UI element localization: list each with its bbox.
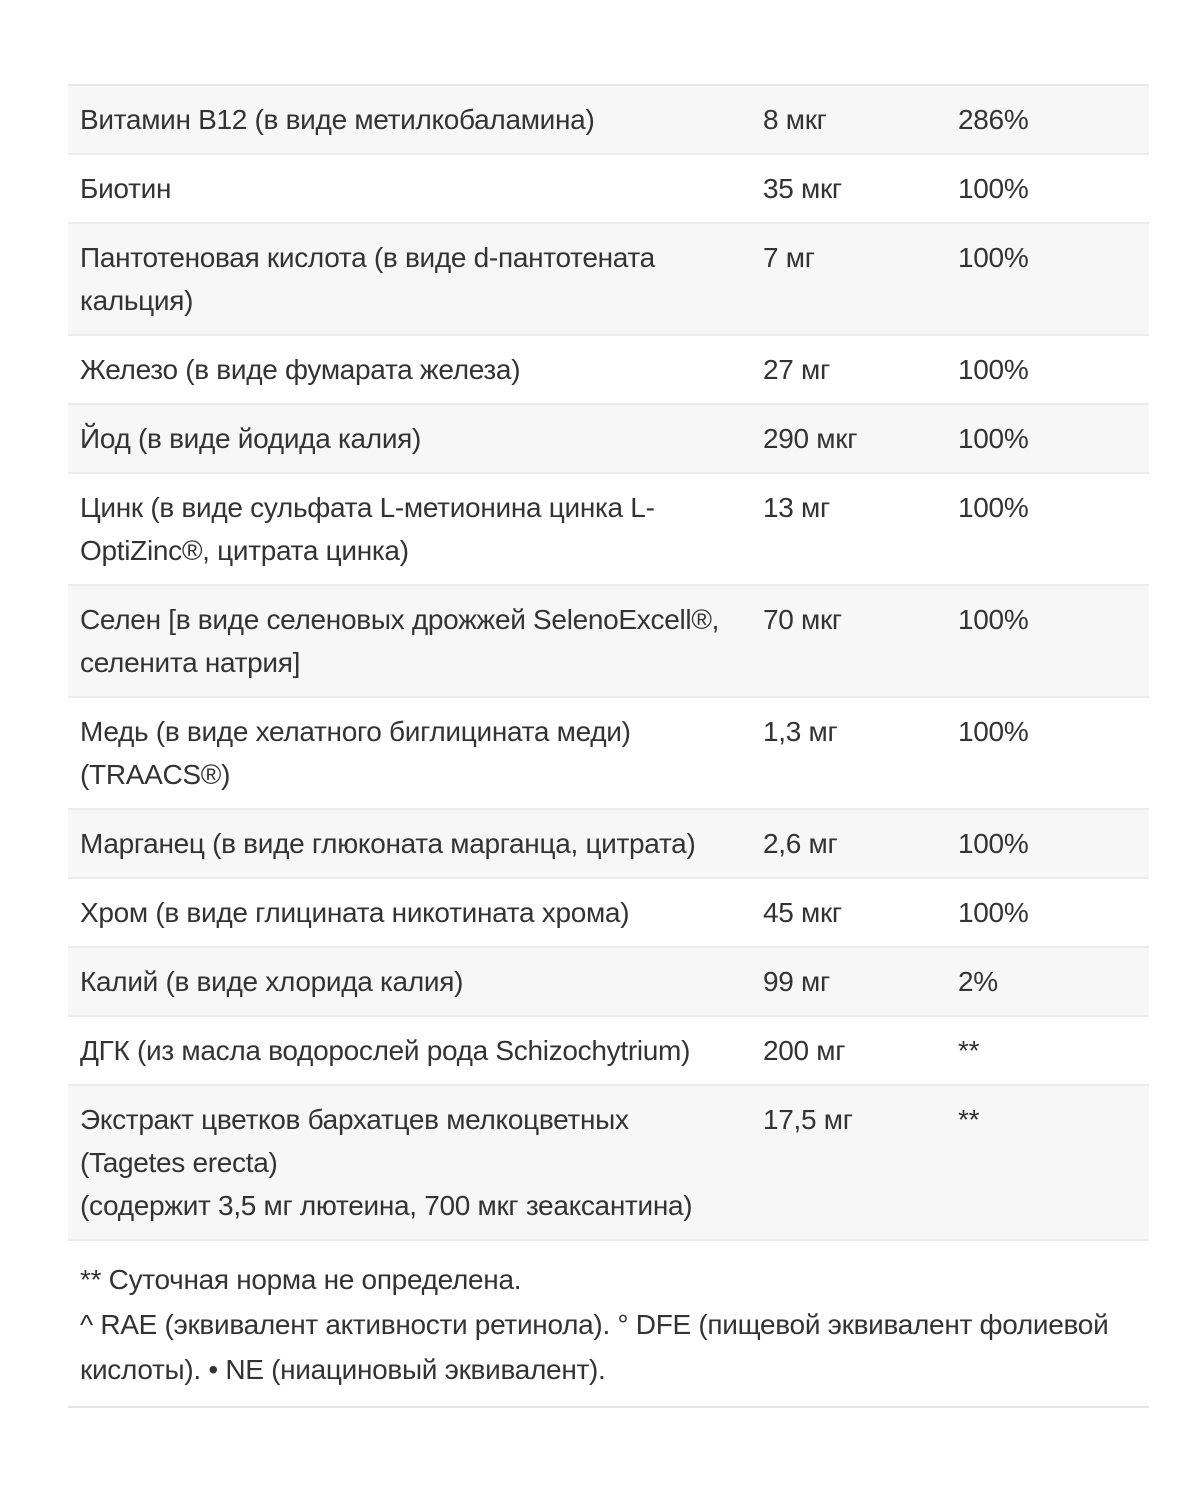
- table-row: [68, 154, 1149, 223]
- nutrient-amount: 8 мкг: [751, 85, 944, 154]
- daily-value: 100%: [944, 585, 1149, 697]
- table-row: [68, 404, 1149, 473]
- nutrient-name: Цинк (в виде сульфата L-метионина цинка L-OptiZinc®, цитрата цинка): [68, 473, 751, 585]
- table-row: [68, 1085, 1149, 1239]
- table-row: [68, 809, 1149, 878]
- nutrient-amount: 2,6 мг: [751, 809, 944, 878]
- nutrient-amount: 70 мкг: [751, 585, 944, 697]
- nutrient-name: Железо (в виде фумарата железа): [68, 335, 751, 404]
- nutrient-amount: 27 мг: [751, 335, 944, 404]
- daily-value: **: [944, 1016, 1149, 1085]
- table-row: [68, 473, 1149, 585]
- table-row: [68, 223, 1149, 335]
- nutrient-name: Селен [в виде селеновых дрожжей SelenoExcell®, селенита натрия]: [68, 585, 751, 697]
- nutrient-name: Медь (в виде хелатного биглицината меди) (TRAACS®): [68, 697, 751, 809]
- nutrient-amount: 200 мг: [751, 1016, 944, 1085]
- nutrient-table: [68, 84, 1149, 1239]
- nutrient-name: Экстракт цветков бархатцев мелкоцветных (Tagetes erecta) (содержит 3,5 мг лютеина, 700 мкг зеаксантина): [68, 1085, 751, 1239]
- daily-value: 100%: [944, 809, 1149, 878]
- nutrient-name: Хром (в виде глицината никотината хрома): [68, 878, 751, 947]
- nutrient-amount: 45 мкг: [751, 878, 944, 947]
- table-row: [68, 85, 1149, 154]
- table-row: [68, 697, 1149, 809]
- nutrient-name: Калий (в виде хлорида калия): [68, 947, 751, 1016]
- nutrient-amount: 99 мг: [751, 947, 944, 1016]
- table-row: [68, 585, 1149, 697]
- footnote-daily-value: ** Суточная норма не определена.: [80, 1264, 522, 1295]
- daily-value: 100%: [944, 473, 1149, 585]
- nutrient-amount: 290 мкг: [751, 404, 944, 473]
- nutrient-amount: 1,3 мг: [751, 697, 944, 809]
- nutrient-amount: 13 мг: [751, 473, 944, 585]
- nutrient-amount: 35 мкг: [751, 154, 944, 223]
- footnotes: [68, 1239, 1149, 1408]
- daily-value: 100%: [944, 404, 1149, 473]
- daily-value: 100%: [944, 335, 1149, 404]
- daily-value: 100%: [944, 154, 1149, 223]
- nutrient-amount: 7 мг: [751, 223, 944, 335]
- supplement-facts-panel: [68, 84, 1149, 1408]
- nutrient-name: ДГК (из масла водорослей рода Schizochytrium): [68, 1016, 751, 1085]
- daily-value: 2%: [944, 947, 1149, 1016]
- table-row: [68, 878, 1149, 947]
- nutrient-name: Пантотеновая кислота (в виде d-пантотената кальция): [68, 223, 751, 335]
- daily-value: 100%: [944, 697, 1149, 809]
- nutrient-amount: 17,5 мг: [751, 1085, 944, 1239]
- daily-value: **: [944, 1085, 1149, 1239]
- nutrient-name: Йод (в виде йодида калия): [68, 404, 751, 473]
- nutrient-name: Биотин: [68, 154, 751, 223]
- daily-value: 286%: [944, 85, 1149, 154]
- daily-value: 100%: [944, 878, 1149, 947]
- table-row: [68, 1016, 1149, 1085]
- nutrient-name: Марганец (в виде глюконата марганца, цитрата): [68, 809, 751, 878]
- footnote-abbreviations: ^ RAE (эквивалент активности ретинола). ° DFE (пищевой эквивалент фолиевой кислоты). • NE (ниациновый эквивалент).: [80, 1309, 1109, 1385]
- daily-value: 100%: [944, 223, 1149, 335]
- table-row: [68, 335, 1149, 404]
- table-row: [68, 947, 1149, 1016]
- nutrient-name: Витамин B12 (в виде метилкобаламина): [68, 85, 751, 154]
